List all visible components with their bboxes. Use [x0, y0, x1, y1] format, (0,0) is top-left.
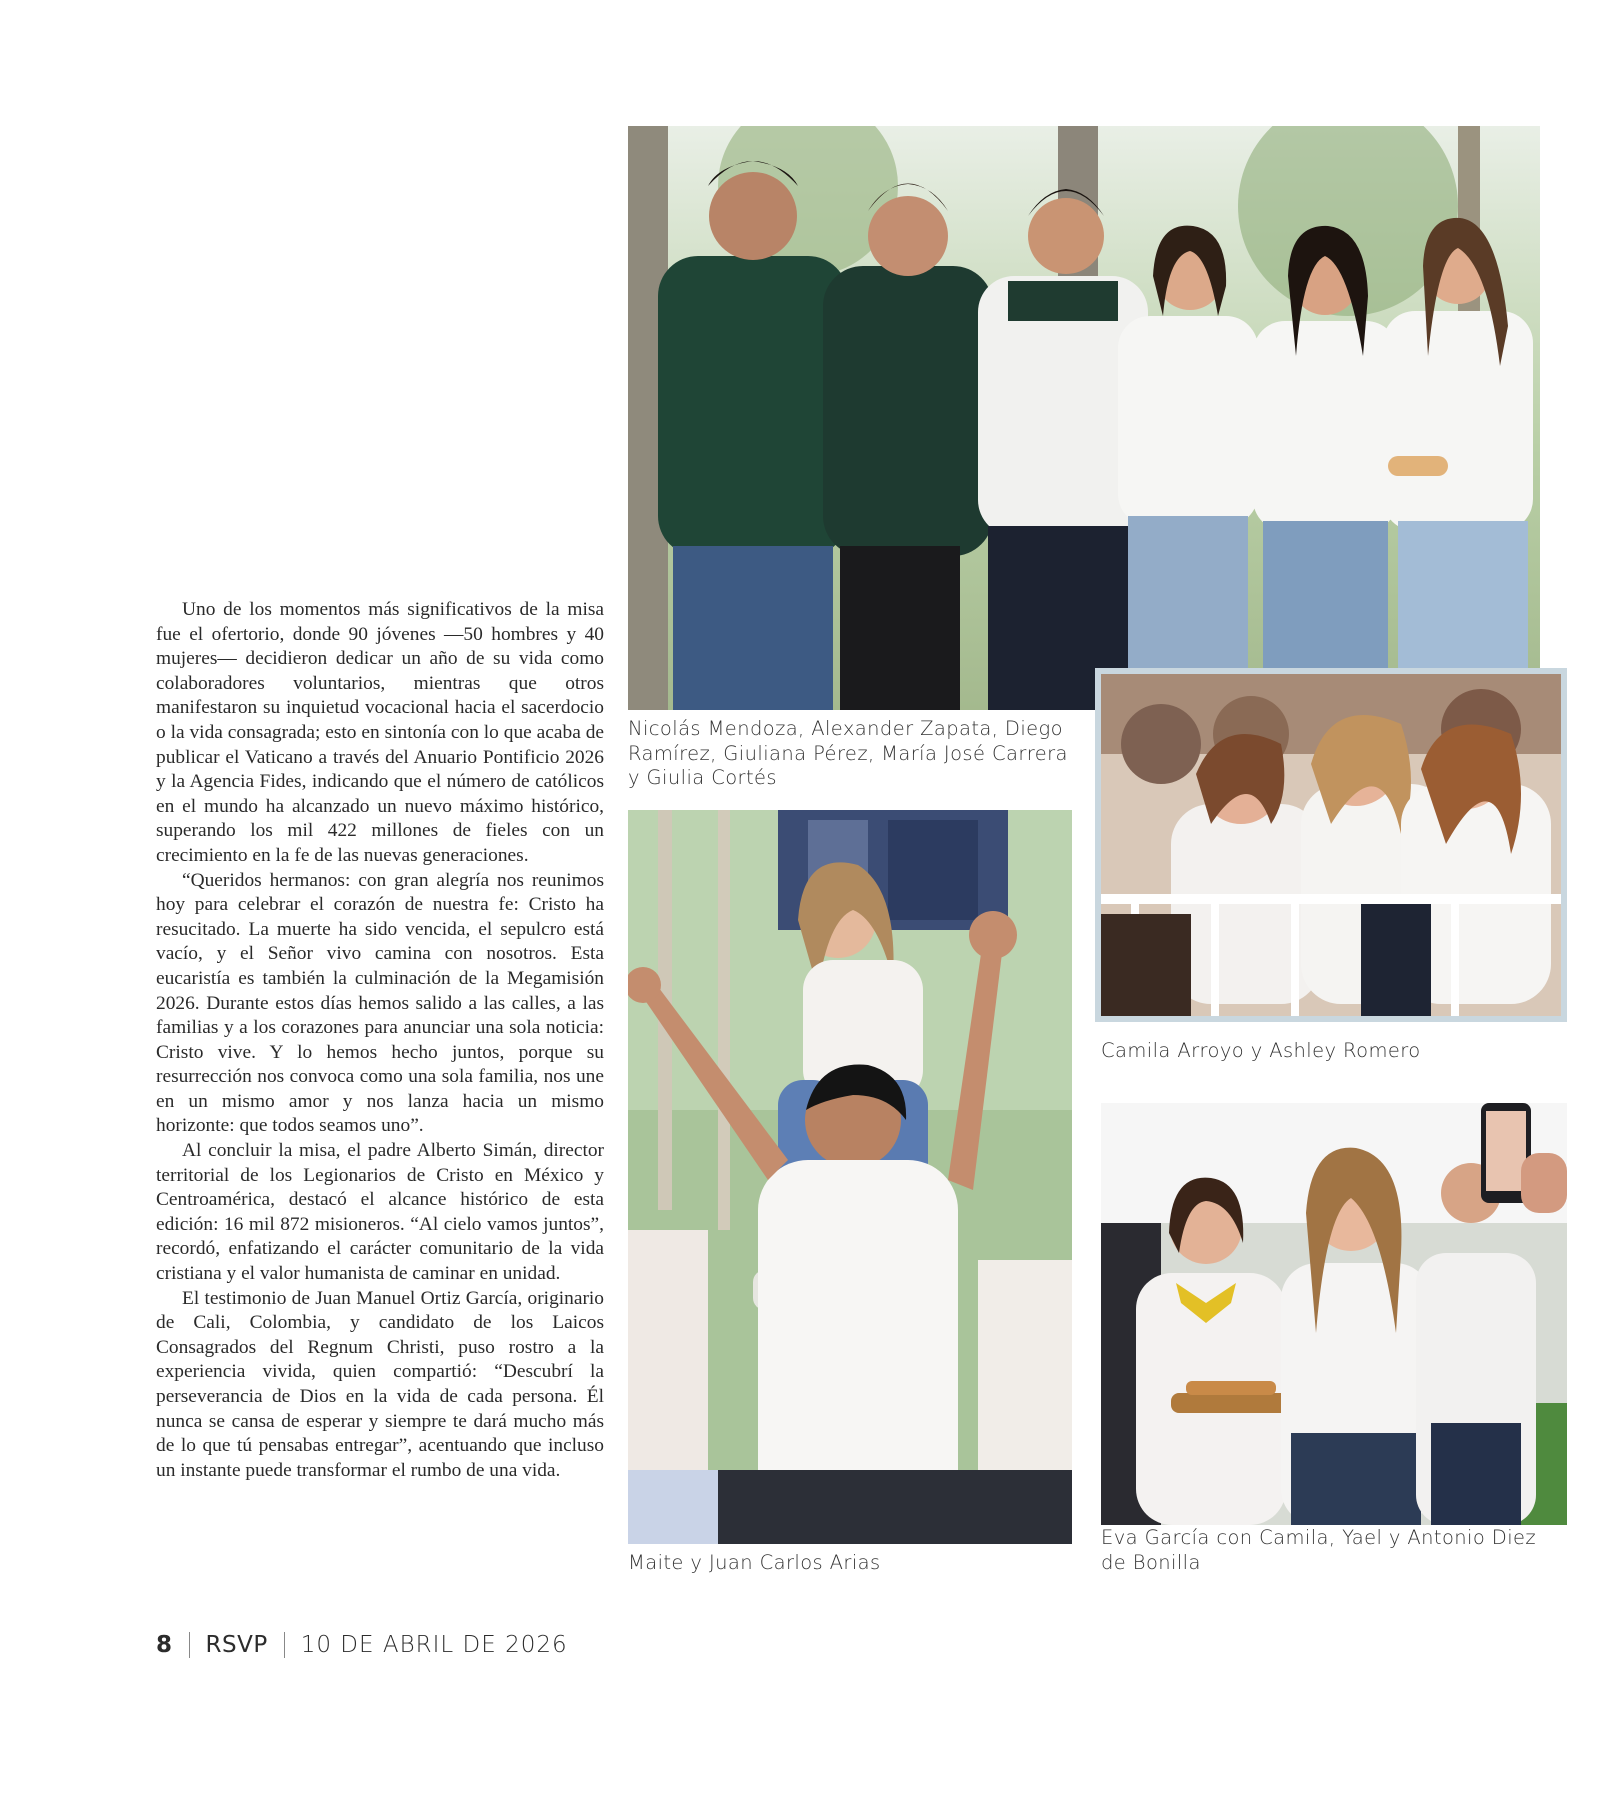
footer-divider	[189, 1632, 190, 1658]
father-photo	[628, 810, 1072, 1544]
article-paragraph: Uno de los momentos más significativos de la misa fue el ofertorio, donde 90 jóvenes —50 hombres y 40 mujeres— decidieron dedicar un año de su vida como colaboradores voluntarios, mientras que otros manifestaron su inquietud vocacional hacia el sacerdocio o la vida consagrada; esto en sintonía con lo que acaba de publicar el Vaticano a través del Anuario Pontificio 2026 y la Agencia Fides, indicando que el número de católicos en el mundo ha alcanzado un nuevo máximo histórico, superando los mil 422 millones de fieles con un crecimiento en la fe de las nuevas generaciones.	[156, 599, 604, 866]
footer-divider	[284, 1632, 285, 1658]
article-paragraph: El testimonio de Juan Manuel Ortiz García, originario de Cali, Colombia, y candidato de los Laicos Consagrados del Regnum Christi, puso rostro a la experiencia vivida, quien compartió: “Descubrí la perseverancia de Dios en la vida de cada persona. Él nunca se cansa de esperar y siempre te dará mucho más de lo que tú pensabas entregar”, acentuando que incluso un instante puede transformar el rumbo de una vida.	[156, 1287, 604, 1481]
crowd-photo	[1095, 668, 1567, 1022]
group-photo	[628, 126, 1540, 710]
page-number: 8	[156, 1632, 173, 1658]
article-paragraph: Al concluir la misa, el padre Alberto Simán, director territorial de los Legionarios de Cristo en México y Centroamérica, destacó el alcance histórico de esta edición: 16 mil 872 misioneros. “Al cielo vamos juntos”, recordó, enfatizando el carácter comunitario de la vida cristiana y el valor humanista de caminar en unidad.	[156, 1140, 604, 1285]
group-photo-caption: Nicolás Mendoza, Alexander Zapata, Diego Ramírez, Giuliana Pérez, María José Carrera y Giulia Cortés	[628, 717, 1068, 789]
offering-photo-caption: Eva García con Camila, Yael y Antonio Diez de Bonilla	[1101, 1526, 1537, 1574]
article-body	[156, 598, 604, 1483]
crowd-photo-caption: Camila Arroyo y Ashley Romero	[1101, 1039, 1421, 1062]
issue-date: 10 DE ABRIL DE 2026	[300, 1632, 568, 1658]
article-paragraph: “Queridos hermanos: con gran alegría nos reunimos hoy para celebrar el corazón de nuestra fe: Cristo ha resucitado. La muerte ha sido vencida, el sepulcro está vacío, y el Señor vivo camina con nosotros. Esta eucaristía es también la culminación de la Megamisión 2026. Durante estos días hemos salido a las calles, a las familias y a los corazones para anunciar una sola noticia: Cristo vive. Y lo hemos hecho juntos, porque su resurrección nos convoca como una sola familia, nos une en un mismo amor y nos lanza hacia un mismo horizonte: que todos seamos uno”.	[156, 869, 604, 1137]
father-photo-caption: Maite y Juan Carlos Arias	[628, 1551, 881, 1574]
page-footer	[156, 1630, 568, 1660]
offering-photo	[1101, 1103, 1567, 1525]
publication-name: RSVP	[205, 1632, 268, 1658]
